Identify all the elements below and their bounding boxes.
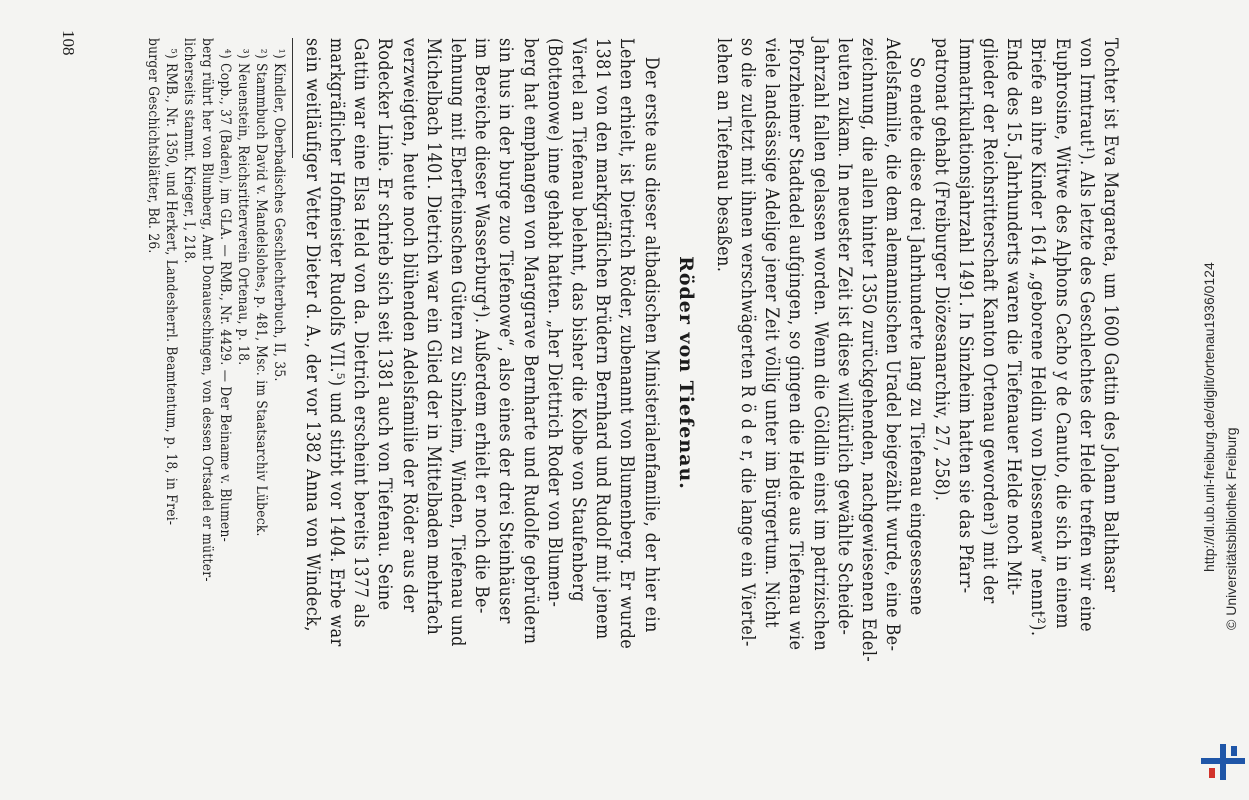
footnote: ¹) Kindler, Oberbadisches Geschlechterbuch, II, 35. [271,48,288,382]
footnote: ²) Stammbuch David v. Mandelslohes, p. 481, Msc. im Staatsarchiv Lübeck. [253,48,270,537]
text-line: verzweigten, heute noch blühenden Adelsfamilie der Röder aus der [398,38,420,613]
text-line: Gattin war eine Elsa Held von da. Dietrich erscheint bereits 1377 als [350,38,372,629]
text-line: Michelbach 1401. Dietrich war ein Glied der in Mittelbaden mehrfach [422,38,444,636]
text-line: Lehen erhielt, ist Dietrich Röder, zubenannt von Blumenberg. Er wurde [616,38,638,650]
copyright-notice: © Universitätsbibliothek Freiburg [1223,427,1239,630]
text-line: Adelsfamilie, die dem alemannischen Uradel beigezählt wurde, eine Be- [882,38,904,652]
text-line: Tochter ist Eva Margareta, um 1600 Gattin des Johann Balthasar [1100,38,1121,593]
paragraph-1 [928,38,1122,708]
text-line: Pforzheimer Stadtadel aufgingen, so gingen die Helde aus Tiefenau wie [785,38,807,651]
text-line: berg hat emphangen von Marggrave Bernharte und Rudolfe gebrüdern [519,38,541,645]
text-line: zeichnung, die allen hinter 1350 zurückgehenden, nachgewiesenen Edel- [857,38,879,663]
text-line: (Bottenowe) inne gehabt hatten. „her Diettrich Roder von Blumen- [543,38,565,608]
rotated-page-content [0,30,1130,730]
text-line: von Irmtraut¹). Als letzte des Geschlechtes der Helde treffen wir eine [1075,38,1097,633]
text-line: So endete diese drei Jahrhunderte lang zu Tiefenau eingesessene [906,56,928,616]
paragraph-3 [300,38,663,708]
text-line: Rodecker Linie. Er schrieb sich seit 1381 auch von Tiefenau. Seine [374,38,396,611]
footnote: ⁴) Copb., 37 (Baden), im GLA. — RMB., Nr. 4429. — Der Beiname v. Blumen- [217,48,234,543]
section-heading: Röder von Tiefenau. [674,256,697,490]
footnote: licherseits stammt. Krieger, I, 218. [181,38,198,264]
footnote-divider [293,38,294,158]
text-line: lehen an Tiefenau besaßen. [712,38,734,273]
text-line: im Bereiche dieser Wasserburg⁴). Außerdem erhielt er noch die Be- [471,38,493,614]
text-line: Euphrosine, Witwe des Alphons Cacho y de Canuto, die sich in einem [1051,38,1073,630]
text-line: viele landsässige Adelige jener Zeit völlig unter im Bürgertum. Nicht [761,38,783,629]
footnotes [145,38,289,708]
text-line: glieder der Reichsritterschaft Kanton Ortenau geworden³) mit der [978,38,1000,604]
text-line: lehnung mit Eberfteinschen Gütern zu Sinzheim, Winden, Tiefenau und [446,38,468,647]
text-line: markgräflicher Hofmeister Rudolfs VII.⁵) und stirbt vor 1404. Erbe war [325,38,347,647]
text-line: 1381 von den markgräflichen Brüdern Bernhard und Rudolf mit jenem [592,38,614,640]
text-line: Immatrikulationsjahrzahl 1491. In Sinzheim hatten sie das Pfarr- [954,38,976,594]
logo-accent-blue [1231,746,1237,756]
text-line: sin hus in der burge zuo Tiefenowe“, also eines der drei Steinhäuser [495,38,517,624]
text-line: leuten zukam. In neuester Zeit ist diese willkürlich gewählte Scheide- [833,38,855,636]
text-column [145,38,1123,708]
text-line: Viertel an Tiefenau belehnt, das bisher die Kolbe von Staufenberg [567,38,589,603]
paragraph-2 [711,38,929,708]
text-line: Briefe an ihre Kinder 1614 „geborene Heldin von Diessenaw“ nennt²). [1027,38,1049,637]
footnote: berg rührt her von Blumberg, Amt Donaueschingen, von dessen Ortsadel er mütter- [199,38,216,582]
page-number: 108 [59,30,78,56]
text-line: sein weitläufiger Vetter Dieter d. A., der vor 1382 Anna von Windeck, [301,38,323,632]
logo-bar-vertical [1220,744,1226,780]
text-line: Der erste aus dieser altbadischen Ministerialenfamilie, der hier ein [640,56,662,633]
text-line: Ende des 15. Jahrhunderts waren die Tiefenauer Helde noch Mit- [1003,38,1025,596]
source-url-link[interactable]: http://dl.ub.uni-freiburg.de/diglit/ortenau1936/0124 [1201,262,1217,572]
footnote: ³) Neuenstein, Reichsritterverein Ortenau, p. 18. [235,48,252,366]
library-logo-icon [1201,740,1245,784]
logo-accent-red [1209,768,1215,778]
text-line: so die zuletzt mit ihnen verschwägerten R ö d e r, die lange ein Viertel- [736,38,758,647]
text-line: patronat gehabt (Freiburger Diözesanarchiv, 27, 258). [930,38,952,502]
footnote: burger Geschichtsblätter, Bd. 26. [145,38,162,254]
text-line: Jahrzahl fallen gelassen worden. Wenn die Göldlin einst im patrizischen [809,38,831,652]
footnote: ⁵) RMB., Nr. 1350, und Herkert, Landesherrl. Beamtentum, p. 18, in Frei- [163,48,180,526]
